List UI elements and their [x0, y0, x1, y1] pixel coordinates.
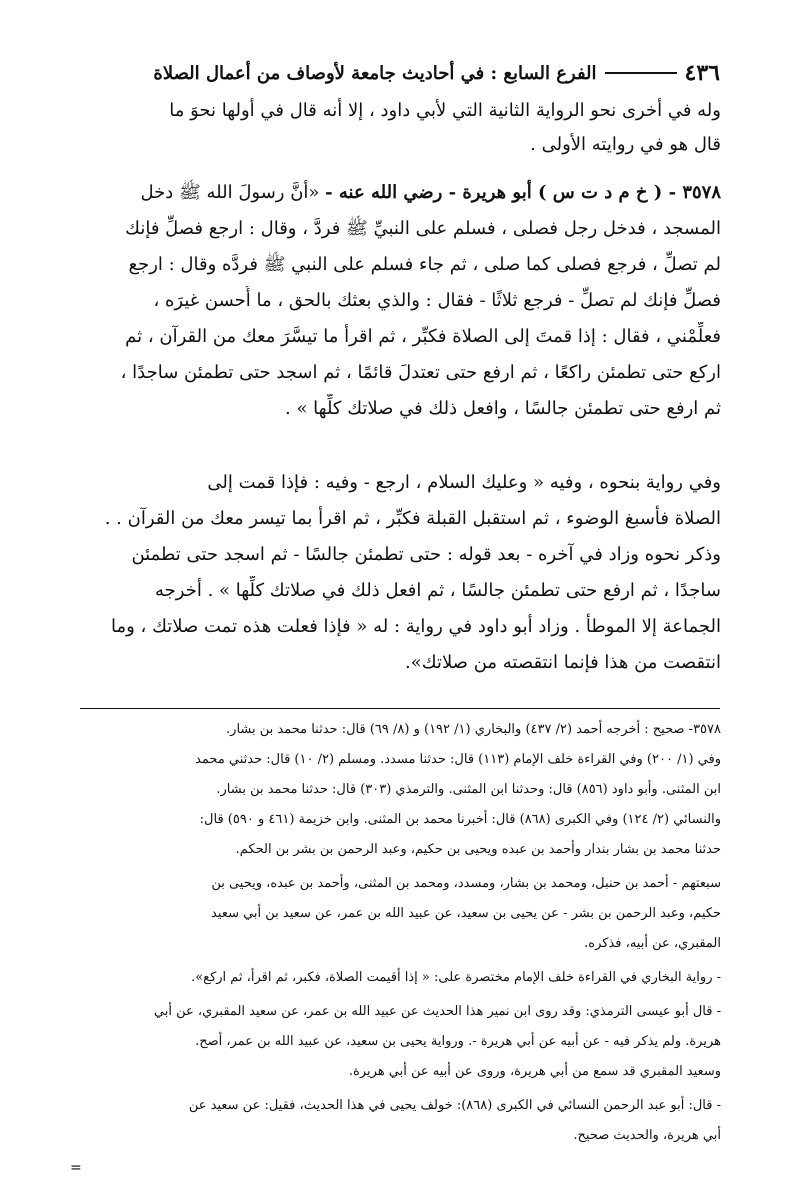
footnote-line: - قال أبو عيسى الترمذي: وقد روى ابن نمير هذا الحديث عن عبيد الله بن عمر، عن سعيد المقبري، عن أبي: [153, 1004, 721, 1019]
footnote-line: والنسائي (٢/ ١٢٤) وفي الكبرى (٨٦٨) قال: أخبرنا محمد بن المثنى. وابن خزيمة (٤٦١ و ٥٩٠) قال:: [199, 812, 721, 827]
hadith-text: «أنَّ رسولَ الله ﷺ دخل: [140, 182, 320, 203]
page-title: الفرع السابع : في أحاديث جامعة لأوصاف من أعمال الصلاة: [153, 62, 597, 84]
footnote-line: سبعتهم - أحمد بن حنبل، ومحمد بن بشار، ومسدد، ومحمد بن المثنى، وأحمد بن عبده، ويحيى بن: [211, 876, 721, 891]
header-rule: [605, 72, 677, 74]
footnote-line: ابن المثنى. وأبو داود (٨٥٦) قال: وحدثنا ابن المثنى. والترمذي (٣٠٣) قال: حدثنا محمد بن بشار.: [216, 782, 721, 797]
hadith-line: ثم ارفع حتى تطمئن جالسًا ، وافعل ذلك في صلاتك كلِّها » .: [285, 398, 721, 419]
hadith-line: فصلِّ فإنك لم تصلِّ - فرجع ثلاثًا - فقال : والذي بعثك بالحق ، ما أُحسن غيرَه ،: [153, 290, 721, 311]
page-header: [80, 56, 720, 90]
footnote-line: المقبري، عن أبيه، فذكره.: [584, 936, 721, 951]
hadith-line: فعلِّمْني ، فقال : إذا قمتَ إلى الصلاة فكبِّر ، ثم اقرأ ما تيسَّرَ معك من القرآن ، ثم: [125, 326, 721, 347]
riwaya-line: وفي رواية بنحوه ، وفيه « وعليك السلام ، ارجع - وفيه : فإذا قمت إلى: [207, 472, 721, 493]
footnote-line: حكيم، وعبد الرحمن بن بشر - عن يحيى بن سعيد، عن عبيد الله بن عمر، عن سعيد بن أبي سعيد: [211, 906, 721, 921]
footnote-line: ٣٥٧٨- صحيح : أخرجه أحمد (٢/ ٤٣٧) والبخاري (١/ ١٩٢) و (٨/ ٦٩) قال: حدثنا محمد بن بشار.: [226, 722, 721, 737]
riwaya-line: ساجدًا ، ثم ارفع حتى تطمئن جالسًا ، ثم افعل ذلك في صلاتك كلِّها » . أخرجه: [155, 580, 721, 601]
footnote-line: - قال: أبو عبد الرحمن النسائي في الكبرى (٨٦٨): خولف يحيى في هذا الحديث، فقيل: عن سعيد عن: [188, 1098, 721, 1113]
hadith-line: [81, 178, 721, 208]
footnote-divider: [80, 708, 720, 709]
hadith-line: المسجد ، فدخل رجل فصلى ، فسلم على النبيِّ ﷺ فردَّ ، وقال : ارجع فصلِّ فإنك: [125, 218, 721, 239]
footnote-line: وسعيد المقبري قد سمع من أبي هريرة، وروى عن أبيه عن أبي هريرة.: [348, 1064, 721, 1079]
riwaya-line: الصلاة فأسبغ الوضوء ، ثم استقبل القبلة فكبِّر ، ثم اقرأ بما تيسر معك من القرآن . .: [104, 508, 721, 529]
footnote-line: وفي (١/ ٢٠٠) وفي القراءة خلف الإمام (١١٣) قال: حدثنا مسدد. ومسلم (٢/ ١٠) قال: حدثني محمد: [195, 752, 721, 767]
hadith-line: اركع حتى تطمئن راكعًا ، ثم ارفع حتى تعتدلَ قائمًا ، ثم اسجد حتى تطمئن ساجدًا ،: [120, 362, 721, 383]
hadith-line: لم تصلِّ ، فرجع فصلى كما صلى ، ثم جاء فسلم على النبي ﷺ فردَّه وقال : ارجع: [128, 254, 721, 275]
riwaya-line: الجماعة إلا الموطأ . وزاد أبو داود في رواية : له « فإذا فعلت هذه تمت صلاتك ، وما: [111, 616, 721, 637]
hadith-number: ٣٥٧٨ - ( خ م د ت س ) أبو هريرة - رضي الله عنه -: [325, 182, 721, 203]
continuation-mark: =: [70, 1160, 82, 1176]
riwaya-line: انتقصت من هذا فإنما انتقصته من صلاتك».: [405, 652, 721, 673]
footnote-line: أبي هريرة، والحديث صحيح.: [573, 1128, 721, 1143]
footnote-line: هريرة. ولم يذكر فيه - عن أبيه عن أبي هريرة -. ورواية يحيى بن سعيد، عن عبيد الله بن عمر، أصح.: [195, 1034, 721, 1049]
page-number: ٤٣٦: [684, 60, 720, 86]
intro-line: قال هو في روايته الأولى .: [530, 134, 721, 155]
riwaya-line: وذكر نحوه وزاد في آخره - بعد قوله : حتى تطمئن جالسًا - ثم اسجد حتى تطمئن: [131, 544, 721, 565]
footnote-line: - رواية البخاري في القراءة خلف الإمام مختصرة على: « إذا أقيمت الصلاة، فكبر، ثم اقرأ، ثم اركع».: [191, 970, 721, 985]
footnote-line: حدثنا محمد بن بشار بندار وأحمد بن عبده ويحيى بن حكيم، وعبد الرحمن بن بشر بن الحكم.: [235, 842, 721, 857]
intro-line: وله في أخرى نحو الرواية الثانية التي لأبي داود ، إلا أنه قال في أولها نحوَ ما: [169, 100, 721, 121]
